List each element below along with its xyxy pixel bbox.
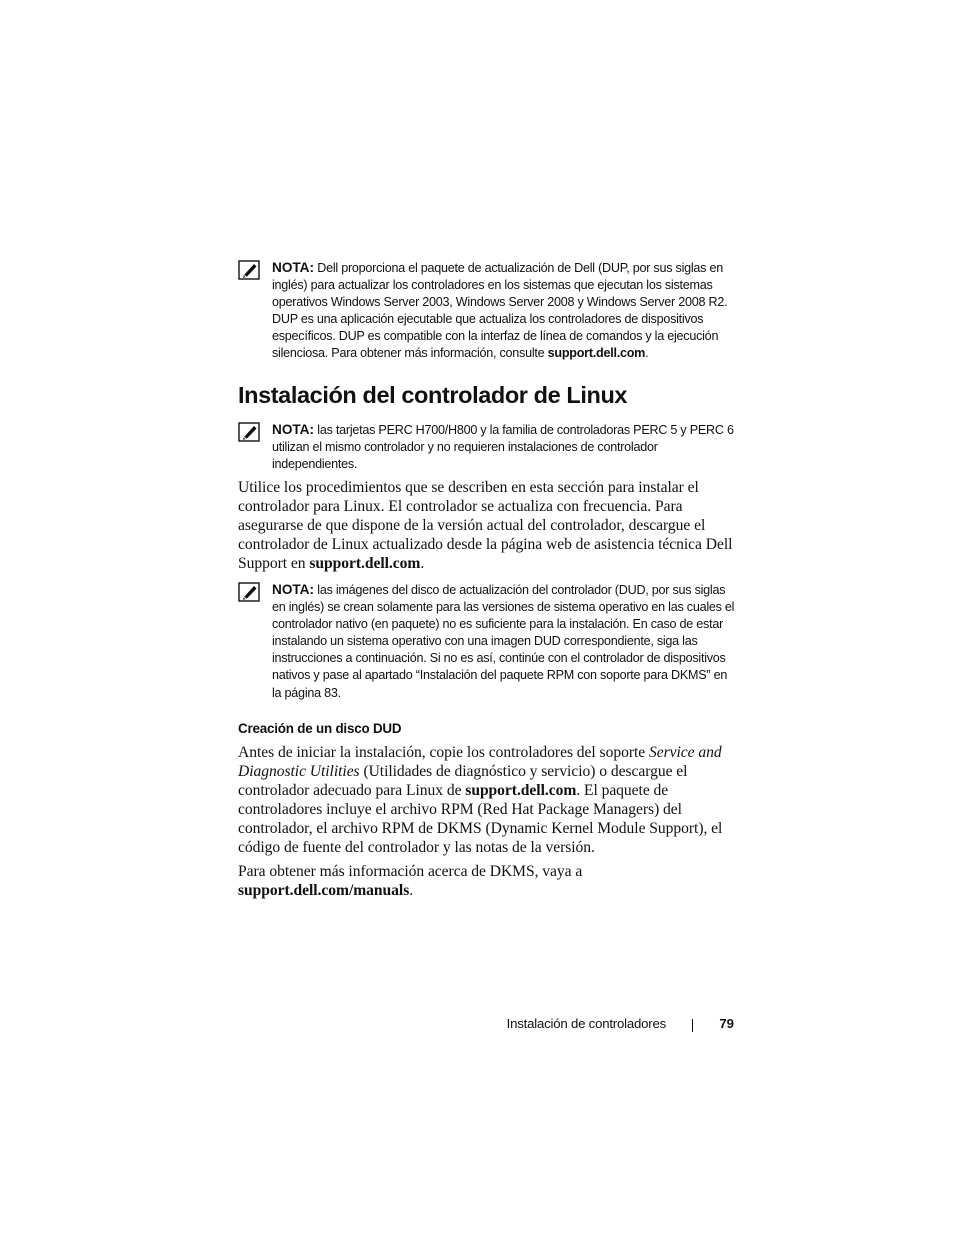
note-body: las imágenes del disco de actualización del controlador (DUD, por sus siglas en inglés) se crean solamente para las versiones de sistema operativo en las cuales el controlador nativo (en paquete) no es suficiente para la instalación. En caso de estar instalando un sistema operativo con una imagen DUD correspondiente, siga las instrucciones a continuación. Si no es así, continúe con el controlador de dispositivos nativos y pase al apartado “Instalación del paquete RPM con soporte para DKMS” en la página 83. [272, 583, 735, 700]
paragraph-text: Para obtener más información acerca de DKMS, vaya a [238, 863, 583, 880]
note-text [272, 421, 738, 473]
support-link[interactable]: support.dell.com [309, 554, 421, 572]
pencil-note-icon [238, 422, 260, 442]
intro-paragraph [238, 479, 738, 574]
pencil-note-icon [238, 582, 260, 602]
pencil-note-icon [238, 260, 260, 280]
manuals-link[interactable]: support.dell.com/manuals [238, 881, 410, 899]
footer-separator [692, 1019, 693, 1032]
note-label: NOTA: [272, 582, 315, 597]
media-title: Service and Diagnostic Utilities [238, 744, 722, 780]
note-dell-update-package [238, 259, 738, 363]
dud-paragraph [238, 744, 738, 857]
support-link[interactable]: support.dell.com [465, 781, 577, 799]
note-end: . [645, 346, 649, 361]
support-link[interactable]: support.dell.com [547, 346, 646, 361]
note-dud-images [238, 581, 738, 702]
note-body: Dell proporciona el paquete de actualización de Dell (DUP, por sus siglas en inglés) para actualizar los controladores en los sistemas que ejecutan los sistemas operativos Windows Server 2003, Windows Server 2008 y Windows Server 2008 R2. DUP es una aplicación ejecutable que actualiza los controladores de dispositivos específicos. DUP es compatible con la interfaz de línea de comandos y la ejecución silenciosa. Para obtener más información, consulte [272, 261, 728, 361]
paragraph-text: Antes de iniciar la instalación, copie los controladores del soporte [238, 744, 649, 761]
subheading-create-dud: Creación de un disco DUD [238, 721, 402, 736]
section-heading: Instalación del controlador de Linux [238, 382, 628, 408]
dkms-paragraph [238, 863, 738, 901]
note-label: NOTA: [272, 260, 315, 275]
paragraph-text: Utilice los procedimientos que se describen en esta sección para instalar el controlador para Linux. El controlador se actualiza con frecuencia. Para asegurarse de que dispone de la versión actual del controlador, descargue el controlador de Linux actualizado desde la página web de asistencia técnica Dell Support en [238, 479, 733, 572]
page-number: 79 [719, 1016, 734, 1031]
paragraph-text: . El paquete de controladores incluye el archivo RPM (Red Hat Package Managers) del controlador, el archivo RPM de DKMS (Dynamic Kernel Module Support), el código de fuente del controlador y las notas de la versión. [238, 781, 723, 856]
paragraph-end: . [409, 881, 414, 899]
note-text [272, 259, 738, 363]
page-footer [0, 1016, 954, 1036]
note-label: NOTA: [272, 422, 315, 437]
footer-chapter-title: Instalación de controladores [506, 1016, 666, 1031]
paragraph-text: (Utilidades de diagnóstico y servicio) o descargue el controlador adecuado para Linux de [238, 762, 688, 799]
note-perc-controllers [238, 421, 738, 473]
note-text [272, 581, 738, 702]
paragraph-end: . [420, 554, 425, 572]
note-body: las tarjetas PERC H700/H800 y la familia de controladoras PERC 5 y PERC 6 utilizan el mismo controlador y no requieren instalaciones de controlador independientes. [272, 423, 734, 472]
